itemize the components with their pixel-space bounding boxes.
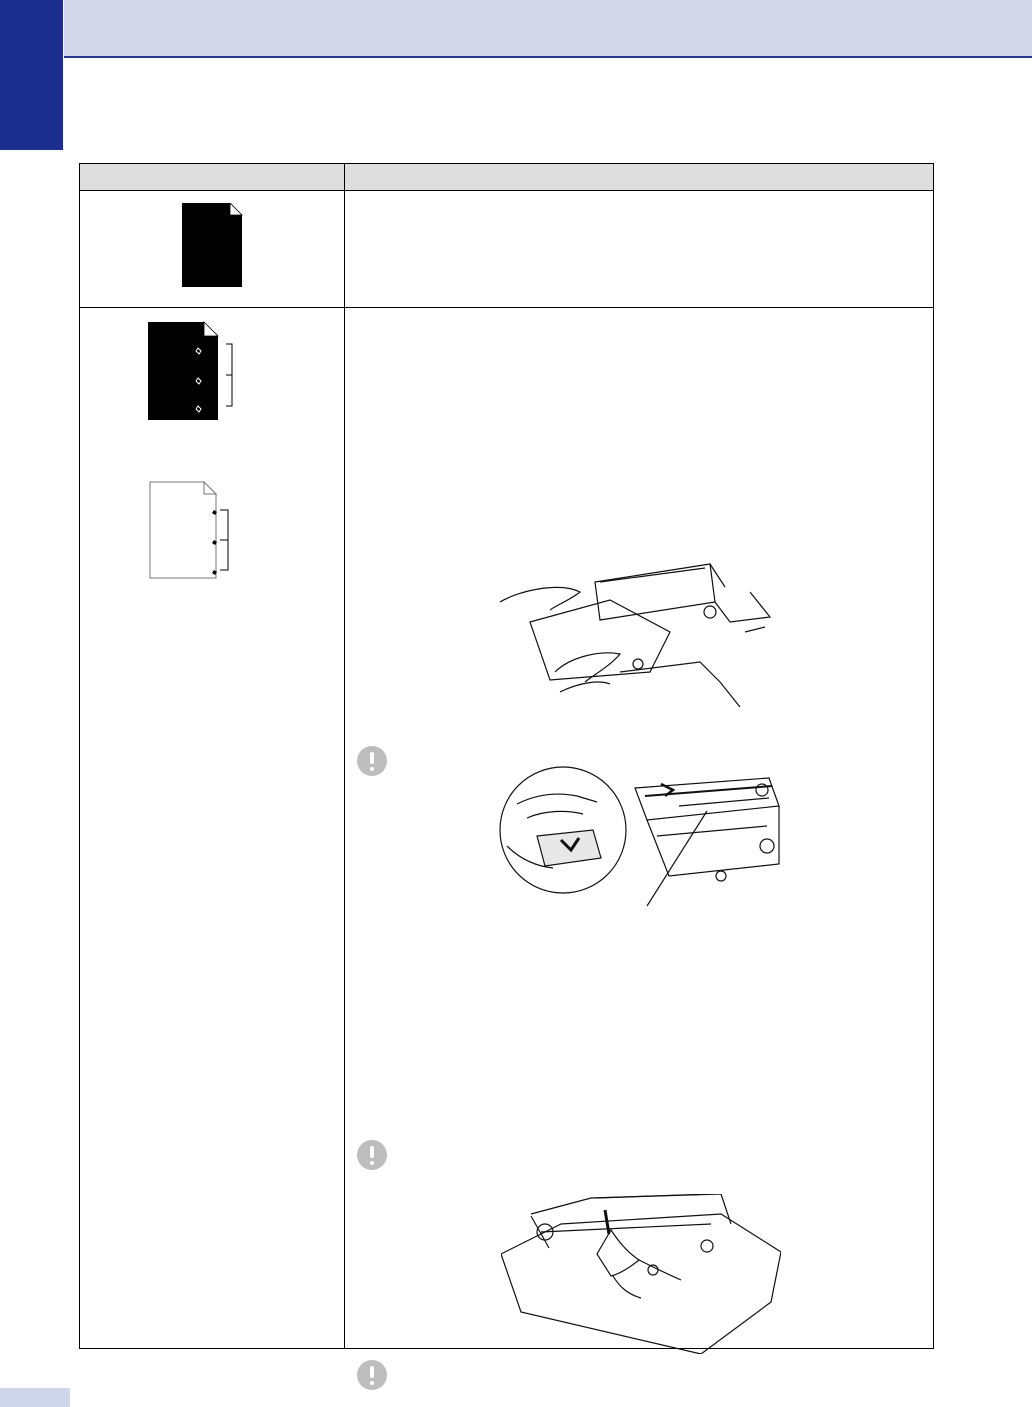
sample-cell — [80, 308, 345, 1349]
suggestion-cell — [345, 191, 934, 308]
table-header-examples — [80, 164, 345, 191]
all-black-page-icon — [182, 203, 244, 287]
table-header-suggestions — [345, 164, 934, 191]
chapter-tab — [0, 0, 63, 150]
drum-spots-white-page-icon — [148, 480, 248, 580]
drum-gear-illustration — [497, 766, 787, 911]
suggestion-cell — [345, 308, 934, 1349]
table-row — [80, 308, 934, 1349]
troubleshooting-table — [79, 163, 934, 1349]
page-number-tab — [0, 1388, 70, 1407]
table-row — [80, 191, 934, 308]
drum-swab-illustration — [501, 1194, 781, 1354]
sample-cell — [80, 191, 345, 308]
caution-icon — [357, 746, 387, 776]
drum-spots-black-page-icon — [148, 320, 248, 420]
caution-icon — [357, 1140, 387, 1170]
drum-wipe-illustration — [500, 562, 780, 712]
caution-icon — [357, 1360, 387, 1390]
page-header-band — [64, 0, 1032, 58]
